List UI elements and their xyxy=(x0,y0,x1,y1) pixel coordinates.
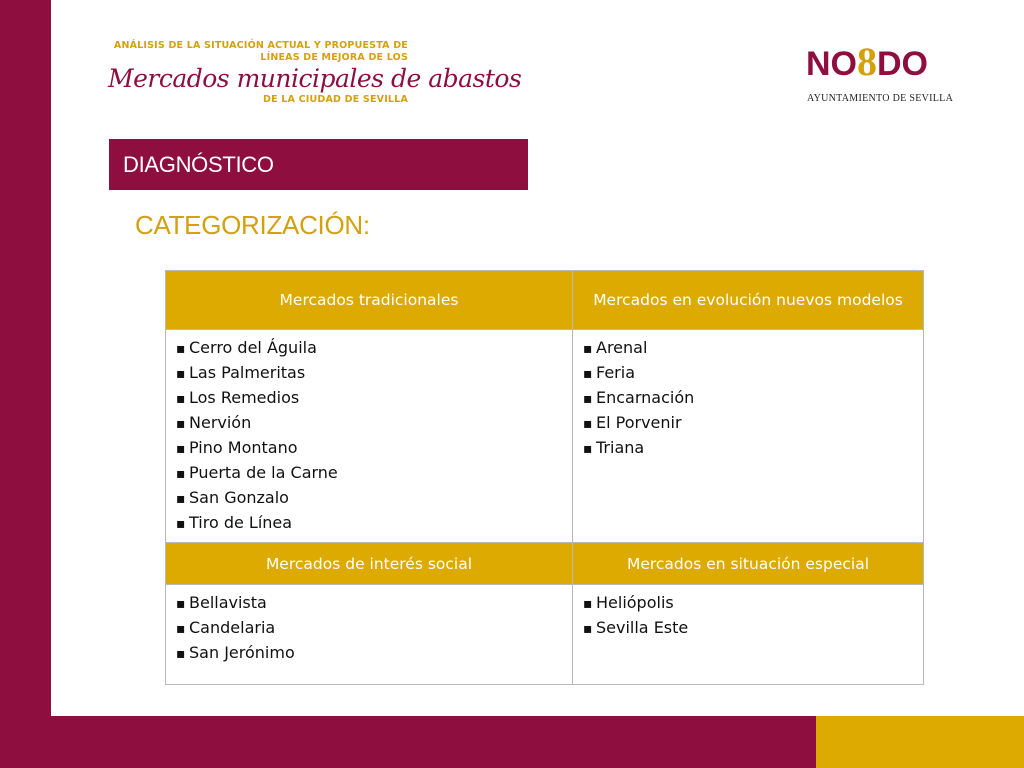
list-special-situation xyxy=(583,591,913,641)
list-item: ▪ El Porvenir xyxy=(583,411,913,436)
table-row xyxy=(166,585,924,685)
list-item: ▪ Cerro del Águila xyxy=(176,336,562,361)
list-item: ▪ Heliópolis xyxy=(583,591,913,616)
table-header-row xyxy=(166,543,924,585)
title-line-3: DE LA CIUDAD DE SEVILLA xyxy=(262,94,408,105)
list-evolution xyxy=(583,336,913,461)
list-item: ▪ Las Palmeritas xyxy=(176,361,562,386)
list-traditional xyxy=(176,336,562,536)
bottom-decorative-bar xyxy=(51,716,816,768)
section-banner-label: DIAGNÓSTICO xyxy=(123,152,274,177)
list-item: ▪ Tiro de Línea xyxy=(176,511,562,536)
header-social-interest: Mercados de interés social xyxy=(166,543,573,585)
bottom-accent-bar xyxy=(816,716,1024,768)
logo-wordmark: NO8DO xyxy=(806,39,928,84)
header-evolution: Mercados en evolución nuevos modelos xyxy=(573,271,924,330)
cell-evolution xyxy=(573,330,924,543)
cell-special-situation xyxy=(573,585,924,685)
list-item: ▪ Encarnación xyxy=(583,386,913,411)
categorization-table xyxy=(165,270,924,685)
document-title xyxy=(108,40,522,106)
list-social-interest xyxy=(176,591,562,666)
table-row xyxy=(166,330,924,543)
left-decorative-bar xyxy=(0,0,51,768)
cell-traditional xyxy=(166,330,573,543)
section-heading: CATEGORIZACIÓN: xyxy=(135,210,370,240)
logo-subtitle: AYUNTAMIENTO DE SEVILLA xyxy=(807,93,954,104)
list-item: ▪ Bellavista xyxy=(176,591,562,616)
list-item: ▪ San Gonzalo xyxy=(176,486,562,511)
list-item: ▪ Los Remedios xyxy=(176,386,562,411)
title-line-2: LÍNEAS DE MEJORA DE LOS xyxy=(260,52,408,63)
list-item: ▪ Nervión xyxy=(176,411,562,436)
list-item: ▪ Puerta de la Carne xyxy=(176,461,562,486)
nodo-logo xyxy=(800,38,954,108)
section-banner xyxy=(109,139,528,190)
list-item: ▪ Triana xyxy=(583,436,913,461)
list-item: ▪ Candelaria xyxy=(176,616,562,641)
cell-social-interest xyxy=(166,585,573,685)
title-line-1: ANÁLISIS DE LA SITUACIÓN ACTUAL Y PROPUESTA DE xyxy=(113,40,408,51)
list-item: ▪ Arenal xyxy=(583,336,913,361)
list-item: ▪ San Jerónimo xyxy=(176,641,562,666)
list-item: ▪ Pino Montano xyxy=(176,436,562,461)
list-item: ▪ Feria xyxy=(583,361,913,386)
header-traditional: Mercados tradicionales xyxy=(166,271,573,330)
header-special-situation: Mercados en situación especial xyxy=(573,543,924,585)
table-header-row xyxy=(166,271,924,330)
list-item: ▪ Sevilla Este xyxy=(583,616,913,641)
title-script: Mercados municipales de abastos xyxy=(108,64,522,93)
